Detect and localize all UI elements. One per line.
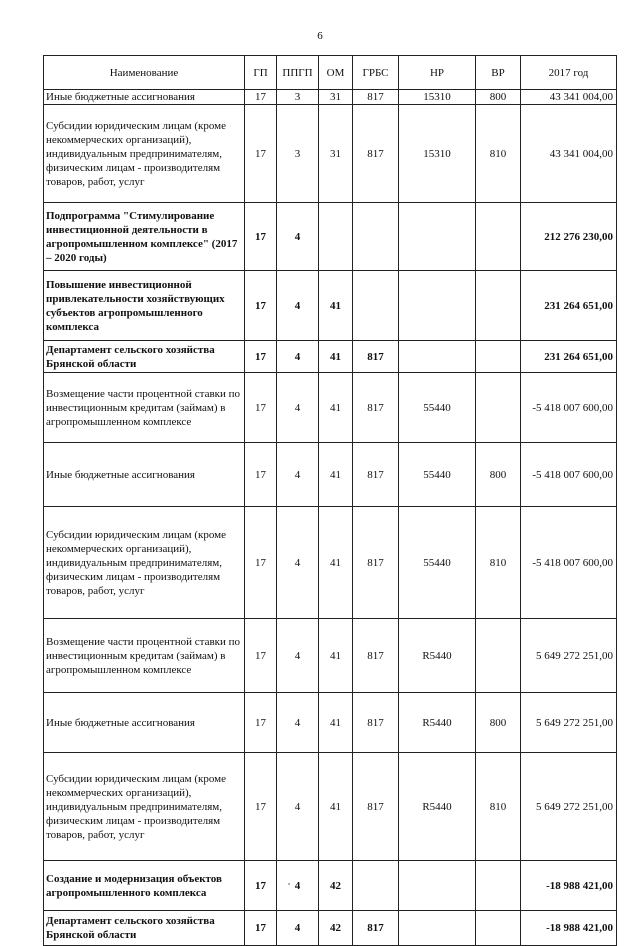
cell-name: Иные бюджетные ассигнования [44, 693, 245, 753]
cell-name: Иные бюджетные ассигнования [44, 443, 245, 507]
cell-amount: 231 264 651,00 [521, 271, 617, 341]
cell-vr: 810 [476, 753, 521, 861]
cell-name: Подпрограмма "Стимулирование инвестиционной деятельности в агропромышленном комплексе" (2017 – 2020 годы) [44, 203, 245, 271]
table-row [44, 753, 617, 861]
cell-gp: 17 [245, 90, 277, 105]
header-ppgp: ППГП [277, 56, 319, 90]
cell-grbs: 817 [353, 693, 399, 753]
cell-om: 42 [319, 861, 353, 911]
cell-om: 41 [319, 507, 353, 619]
cell-amount: 5 649 272 251,00 [521, 619, 617, 693]
cell-amount: -18 988 421,00 [521, 861, 617, 911]
cell-grbs [353, 203, 399, 271]
scan-speck [288, 883, 290, 885]
cell-name: Субсидии юридическим лицам (кроме некоммерческих организаций), индивидуальным предпринимателям, физическим лицам - производителям товаров, работ, услуг [44, 105, 245, 203]
cell-grbs: 817 [353, 105, 399, 203]
cell-ppgp: 4 [277, 753, 319, 861]
cell-np: 55440 [399, 443, 476, 507]
cell-name: Создание и модернизация объектов агропромышленного комплекса [44, 861, 245, 911]
header-om: ОМ [319, 56, 353, 90]
table-row [44, 619, 617, 693]
cell-np: 55440 [399, 507, 476, 619]
cell-ppgp: 4 [277, 373, 319, 443]
cell-name: Департамент сельского хозяйства Брянской области [44, 341, 245, 373]
cell-ppgp: 4 [277, 507, 319, 619]
table-row [44, 443, 617, 507]
cell-name: Повышение инвестиционной привлекательности хозяйствующих субъектов агропромышленного комплекса [44, 271, 245, 341]
cell-vr [476, 373, 521, 443]
header-np: НР [399, 56, 476, 90]
cell-gp: 17 [245, 203, 277, 271]
cell-grbs [353, 861, 399, 911]
table-header-row [44, 56, 617, 90]
cell-ppgp: 3 [277, 105, 319, 203]
header-vr: ВР [476, 56, 521, 90]
cell-vr: 800 [476, 693, 521, 753]
cell-vr: 810 [476, 507, 521, 619]
cell-grbs: 817 [353, 373, 399, 443]
cell-ppgp: 4 [277, 271, 319, 341]
table-row [44, 373, 617, 443]
cell-gp: 17 [245, 911, 277, 946]
cell-om: 41 [319, 753, 353, 861]
cell-amount: 5 649 272 251,00 [521, 693, 617, 753]
cell-gp: 17 [245, 619, 277, 693]
cell-grbs: 817 [353, 507, 399, 619]
cell-amount: -5 418 007 600,00 [521, 443, 617, 507]
cell-om: 41 [319, 341, 353, 373]
cell-vr [476, 271, 521, 341]
budget-table [43, 55, 617, 946]
table-row [44, 105, 617, 203]
cell-grbs: 817 [353, 341, 399, 373]
table-row [44, 861, 617, 911]
cell-gp: 17 [245, 507, 277, 619]
cell-ppgp: 4 [277, 443, 319, 507]
table-body [44, 90, 617, 946]
cell-om: 41 [319, 271, 353, 341]
cell-ppgp: 4 [277, 619, 319, 693]
cell-gp: 17 [245, 753, 277, 861]
cell-name: Субсидии юридическим лицам (кроме некоммерческих организаций), индивидуальным предпринимателям, физическим лицам - производителям товаров, работ, услуг [44, 507, 245, 619]
cell-np: R5440 [399, 619, 476, 693]
cell-np: R5440 [399, 753, 476, 861]
cell-om: 41 [319, 443, 353, 507]
cell-np: 15310 [399, 105, 476, 203]
page-number: 6 [317, 30, 323, 42]
cell-om [319, 203, 353, 271]
cell-vr [476, 861, 521, 911]
table-row [44, 203, 617, 271]
header-year: 2017 год [521, 56, 617, 90]
table-row [44, 911, 617, 946]
cell-vr [476, 911, 521, 946]
cell-name: Возмещение части процентной ставки по инвестиционным кредитам (займам) в агропромышленном комплексе [44, 619, 245, 693]
cell-np [399, 203, 476, 271]
table-row [44, 507, 617, 619]
cell-name: Иные бюджетные ассигнования [44, 90, 245, 105]
table-row [44, 90, 617, 105]
cell-gp: 17 [245, 443, 277, 507]
cell-ppgp: 4 [277, 861, 319, 911]
cell-grbs: 817 [353, 90, 399, 105]
cell-gp: 17 [245, 861, 277, 911]
cell-om: 42 [319, 911, 353, 946]
cell-grbs [353, 271, 399, 341]
cell-om: 41 [319, 373, 353, 443]
cell-grbs: 817 [353, 753, 399, 861]
cell-ppgp: 4 [277, 203, 319, 271]
cell-np [399, 271, 476, 341]
cell-name: Субсидии юридическим лицам (кроме некоммерческих организаций), индивидуальным предпринимателям, физическим лицам - производителям товаров, работ, услуг [44, 753, 245, 861]
cell-gp: 17 [245, 693, 277, 753]
cell-ppgp: 3 [277, 90, 319, 105]
cell-ppgp: 4 [277, 693, 319, 753]
cell-om: 31 [319, 105, 353, 203]
cell-amount: -5 418 007 600,00 [521, 373, 617, 443]
cell-vr: 800 [476, 90, 521, 105]
cell-np: 55440 [399, 373, 476, 443]
cell-ppgp: 4 [277, 341, 319, 373]
cell-np [399, 911, 476, 946]
cell-om: 31 [319, 90, 353, 105]
cell-amount: 43 341 004,00 [521, 90, 617, 105]
cell-grbs: 817 [353, 443, 399, 507]
cell-gp: 17 [245, 271, 277, 341]
header-gp: ГП [245, 56, 277, 90]
table-row [44, 271, 617, 341]
cell-np [399, 341, 476, 373]
cell-amount: 212 276 230,00 [521, 203, 617, 271]
cell-vr: 800 [476, 443, 521, 507]
cell-gp: 17 [245, 341, 277, 373]
cell-om: 41 [319, 619, 353, 693]
cell-vr [476, 619, 521, 693]
cell-amount: -18 988 421,00 [521, 911, 617, 946]
cell-om: 41 [319, 693, 353, 753]
table-row [44, 341, 617, 373]
cell-amount: 5 649 272 251,00 [521, 753, 617, 861]
header-grbs: ГРБС [353, 56, 399, 90]
cell-gp: 17 [245, 105, 277, 203]
cell-ppgp: 4 [277, 911, 319, 946]
cell-name: Возмещение части процентной ставки по инвестиционным кредитам (займам) в агропромышленном комплексе [44, 373, 245, 443]
table-row [44, 693, 617, 753]
cell-amount: 231 264 651,00 [521, 341, 617, 373]
cell-np: R5440 [399, 693, 476, 753]
cell-np [399, 861, 476, 911]
cell-np: 15310 [399, 90, 476, 105]
cell-amount: 43 341 004,00 [521, 105, 617, 203]
cell-grbs: 817 [353, 911, 399, 946]
cell-vr: 810 [476, 105, 521, 203]
header-name: Наименование [44, 56, 245, 90]
cell-vr [476, 203, 521, 271]
cell-grbs: 817 [353, 619, 399, 693]
cell-name: Департамент сельского хозяйства Брянской области [44, 911, 245, 946]
cell-gp: 17 [245, 373, 277, 443]
cell-vr [476, 341, 521, 373]
cell-amount: -5 418 007 600,00 [521, 507, 617, 619]
